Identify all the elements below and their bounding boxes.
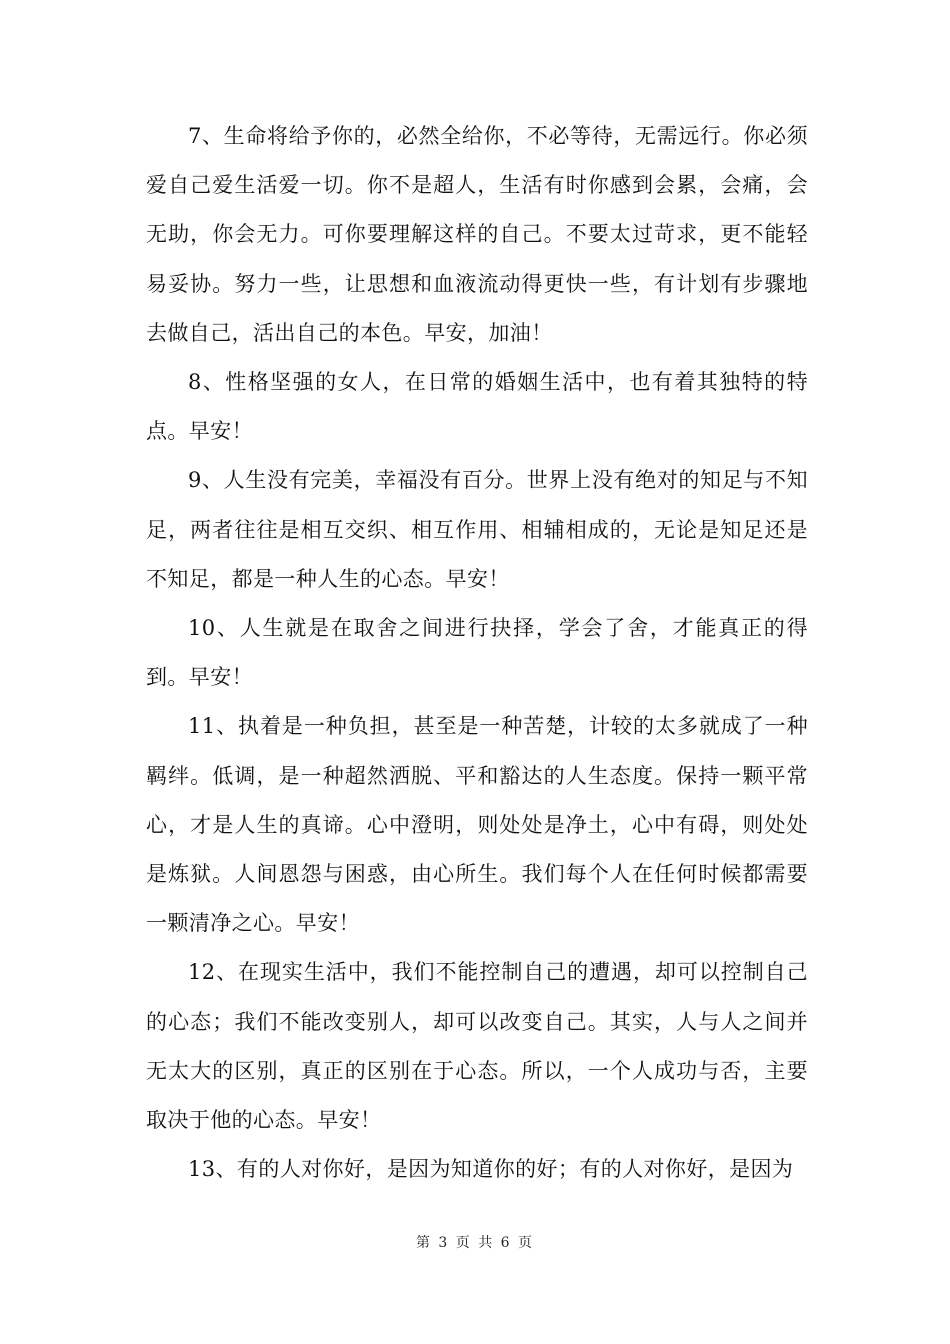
paragraph-13: 13、有的人对你好，是因为知道你的好；有的人对你好，是因为 [188, 1157, 794, 1182]
paragraph-11: 11、执着是一种负担，甚至是一种苦楚，计较的太多就成了一种羁绊。低调，是一种超然洒脱、平和豁达的人生态度。保持一颗平常心，才是人生的真谛。心中澄明，则处处是净土，心中有碍，则处处是炼狱。人间恩怨与困惑，由心所生。我们每个人在任何时候都需要一颗清净之心。早安！ [146, 714, 808, 936]
paragraph-9: 9、人生没有完美，幸福没有百分。世界上没有绝对的知足与不知足，两者往往是相互交织、相互作用、相辅相成的，无论是知足还是不知足，都是一种人生的心态。早安！ [146, 468, 808, 591]
paragraph-7: 7、生命将给予你的，必然全给你，不必等待，无需远行。你必须爱自己爱生活爱一切。你不是超人，生活有时你感到会累，会痛，会无助，你会无力。可你要理解这样的自己。不要太过苛求，更不能轻易妥协。努力一些，让思想和血液流动得更快一些，有计划有步骤地去做自己，活出自己的本色。早安，加油！ [146, 124, 808, 345]
page-number-footer: 第 3 页 共 6 页 [415, 1235, 535, 1251]
paragraph-10: 10、人生就是在取舍之间进行抉择，学会了舍，才能真正的得到。早安！ [146, 616, 808, 690]
paragraph-8: 8、性格坚强的女人，在日常的婚姻生活中，也有着其独特的特点。早安！ [146, 370, 808, 444]
document-body [146, 112, 808, 1194]
paragraph-12: 12、在现实生活中，我们不能控制自己的遭遇，却可以控制自己的心态；我们不能改变别人，却可以改变自己。其实，人与人之间并无太大的区别，真正的区别在于心态。所以，一个人成功与否，主要取决于他的心态。早安！ [146, 960, 808, 1133]
